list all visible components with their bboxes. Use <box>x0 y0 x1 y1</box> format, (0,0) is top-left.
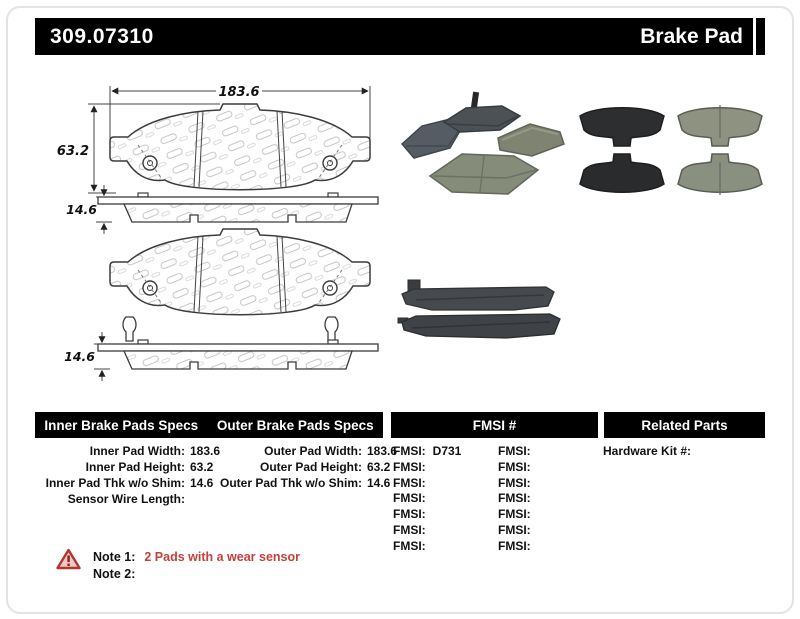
spec-row: Sensor Wire Length: <box>67 492 185 506</box>
table-header-related: Related Parts <box>604 412 765 438</box>
page-title: Brake Pad <box>640 24 743 48</box>
spec-row: Inner Pad Thk w/o Shim: 14.6 <box>45 476 214 490</box>
spec-row: Outer Pad Width: 183.6 <box>264 444 398 458</box>
note-1-label: Note 1: <box>93 550 136 564</box>
fmsi-row: FMSI: <box>393 491 426 506</box>
table-header-inner: Inner Brake Pads Specs <box>44 417 199 433</box>
related-row: Hardware Kit #: <box>603 444 692 458</box>
dimension-label-width: 183.6 <box>218 85 260 100</box>
technical-drawing <box>40 75 385 390</box>
pad-face-lower <box>110 229 370 315</box>
note-1 <box>93 549 300 566</box>
inner-specs-column <box>35 444 220 508</box>
fmsi-row: FMSI: <box>498 507 531 522</box>
fmsi-column-1 <box>393 444 461 555</box>
fmsi-row: FMSI: <box>393 459 426 474</box>
fmsi-row: FMSI: <box>498 475 531 490</box>
fmsi-column-2 <box>498 444 538 555</box>
table-header-outer: Outer Brake Pads Specs <box>216 417 374 433</box>
fmsi-row: FMSI: <box>393 538 426 553</box>
pad-face-upper <box>110 104 370 190</box>
header-bar <box>35 18 765 55</box>
warning-icon <box>56 548 81 570</box>
fmsi-row: FMSI: <box>498 538 531 553</box>
photo-pads-side <box>396 272 564 346</box>
dimension-thickness-upper <box>96 185 112 234</box>
dimension-label-height: 63.2 <box>56 144 89 159</box>
table-header-fmsi: FMSI # <box>391 412 598 438</box>
photo-pads-angled <box>396 88 568 206</box>
fmsi-row: FMSI: <box>393 475 426 490</box>
spec-row: Inner Pad Width: 183.6 <box>89 444 221 458</box>
fmsi-row: FMSI: <box>498 522 531 537</box>
outer-specs-column <box>212 444 397 492</box>
dimension-thickness-lower <box>94 332 110 381</box>
fmsi-row: FMSI: <box>498 491 531 506</box>
note-2 <box>93 566 300 583</box>
part-number: 309.07310 <box>50 24 154 48</box>
spec-row: Outer Pad Height: 63.2 <box>259 460 391 474</box>
fmsi-row: FMSI: <box>498 444 531 458</box>
fmsi-row: FMSI: <box>393 522 426 537</box>
table-header-pads-specs <box>35 412 383 438</box>
photo-pads-grid <box>576 94 766 206</box>
spec-row: Outer Pad Thk w/o Shim: 14.6 <box>219 476 391 490</box>
header-separator <box>753 18 756 55</box>
note-2-label: Note 2: <box>93 567 136 581</box>
notes-block <box>93 549 300 583</box>
pad-edge-lower <box>98 340 378 369</box>
dimension-label-thickness-upper: 14.6 <box>66 202 97 217</box>
dimension-label-thickness-lower: 14.6 <box>64 349 95 364</box>
pad-clips <box>123 317 338 341</box>
note-1-text: 2 Pads with a wear sensor <box>144 550 300 564</box>
related-parts-column <box>603 444 698 460</box>
pad-edge-upper <box>98 193 378 222</box>
fmsi-row: FMSI: <box>498 459 531 474</box>
fmsi-row: FMSI: <box>393 507 426 522</box>
fmsi-row: FMSI: D731 <box>393 444 462 458</box>
spec-row: Inner Pad Height: 63.2 <box>85 460 214 474</box>
